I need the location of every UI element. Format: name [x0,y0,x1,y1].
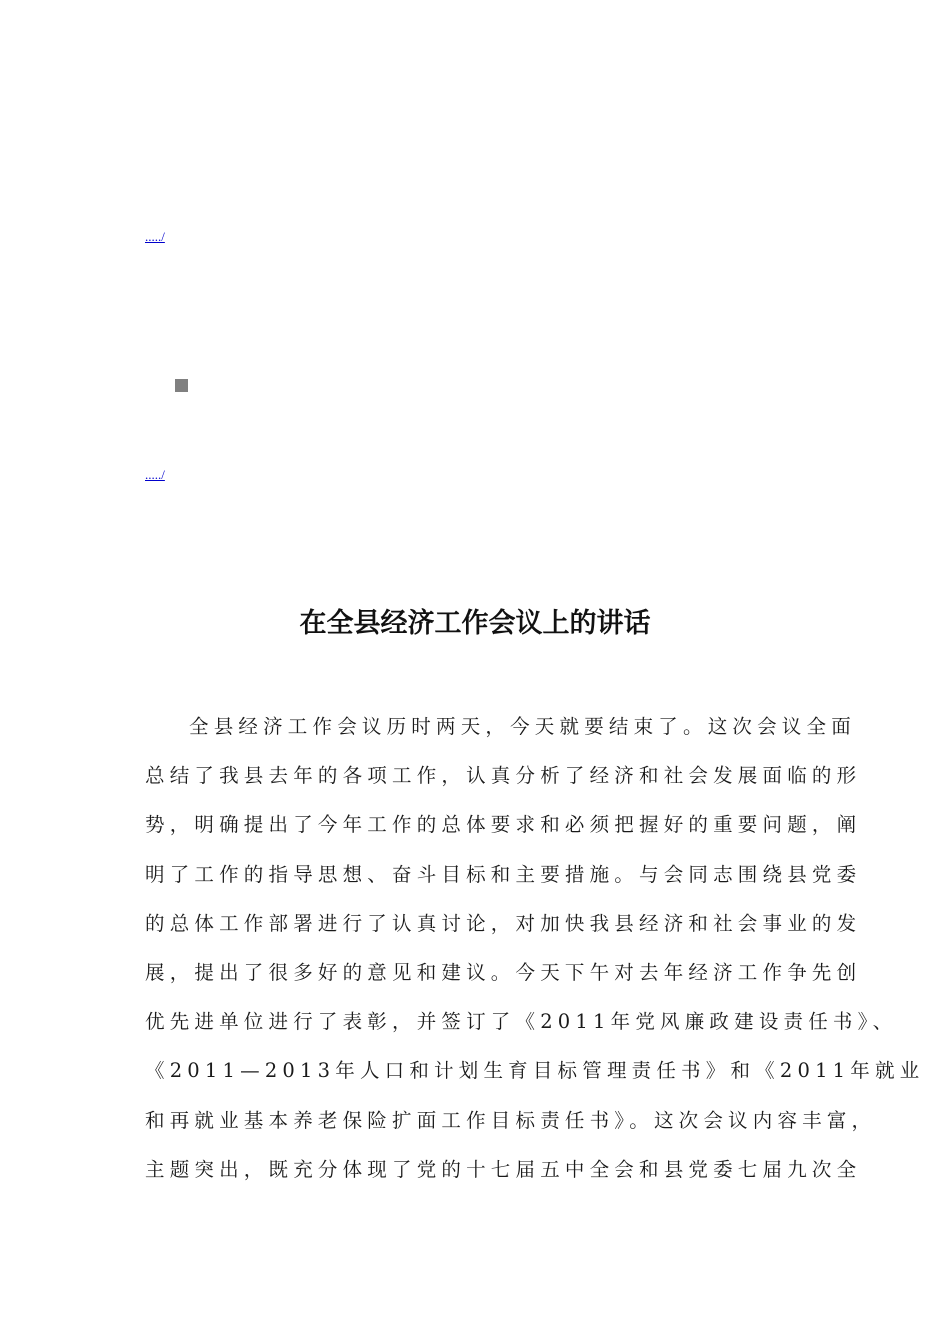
paragraph-line: 势，明确提出了今年工作的总体要求和必须把握好的重要问题，阐 [145,813,862,837]
paragraph-line: 《2011—2013年人口和计划生育目标管理责任书》和《2011年就业 [145,1059,925,1083]
square-icon [175,379,188,392]
document-title: 在全县经济工作会议上的讲话 [299,608,651,639]
paragraph-line: 的总体工作部署进行了认真讨论，对加快我县经济和社会事业的发 [145,911,862,935]
paragraph-line: 主题突出，既充分体现了党的十七届五中全会和县党委七届九次全 [145,1157,862,1181]
paragraph-line: 展，提出了很多好的意见和建议。今天下午对去年经济工作争先创 [145,960,862,984]
paragraph-line: 明了工作的指导思想、奋斗目标和主要措施。与会同志围绕县党委 [145,862,862,886]
paragraph-line: 和再就业基本养老保险扩面工作目标责任书》。这次会议内容丰富， [145,1108,877,1132]
top-link[interactable]: ...../ [145,229,165,244]
bottom-link[interactable]: ...../ [145,467,165,482]
paragraph-line: 总结了我县去年的各项工作，认真分析了经济和社会发展面临的形 [145,764,862,788]
document-body [145,702,925,1194]
paragraph-line: 全县经济工作会议历时两天，今天就要结束了。这次会议全面 [189,715,856,738]
paragraph-line: 优先进单位进行了表彰，并签订了《2011年党风廉政建设责任书》、 [145,1010,898,1034]
